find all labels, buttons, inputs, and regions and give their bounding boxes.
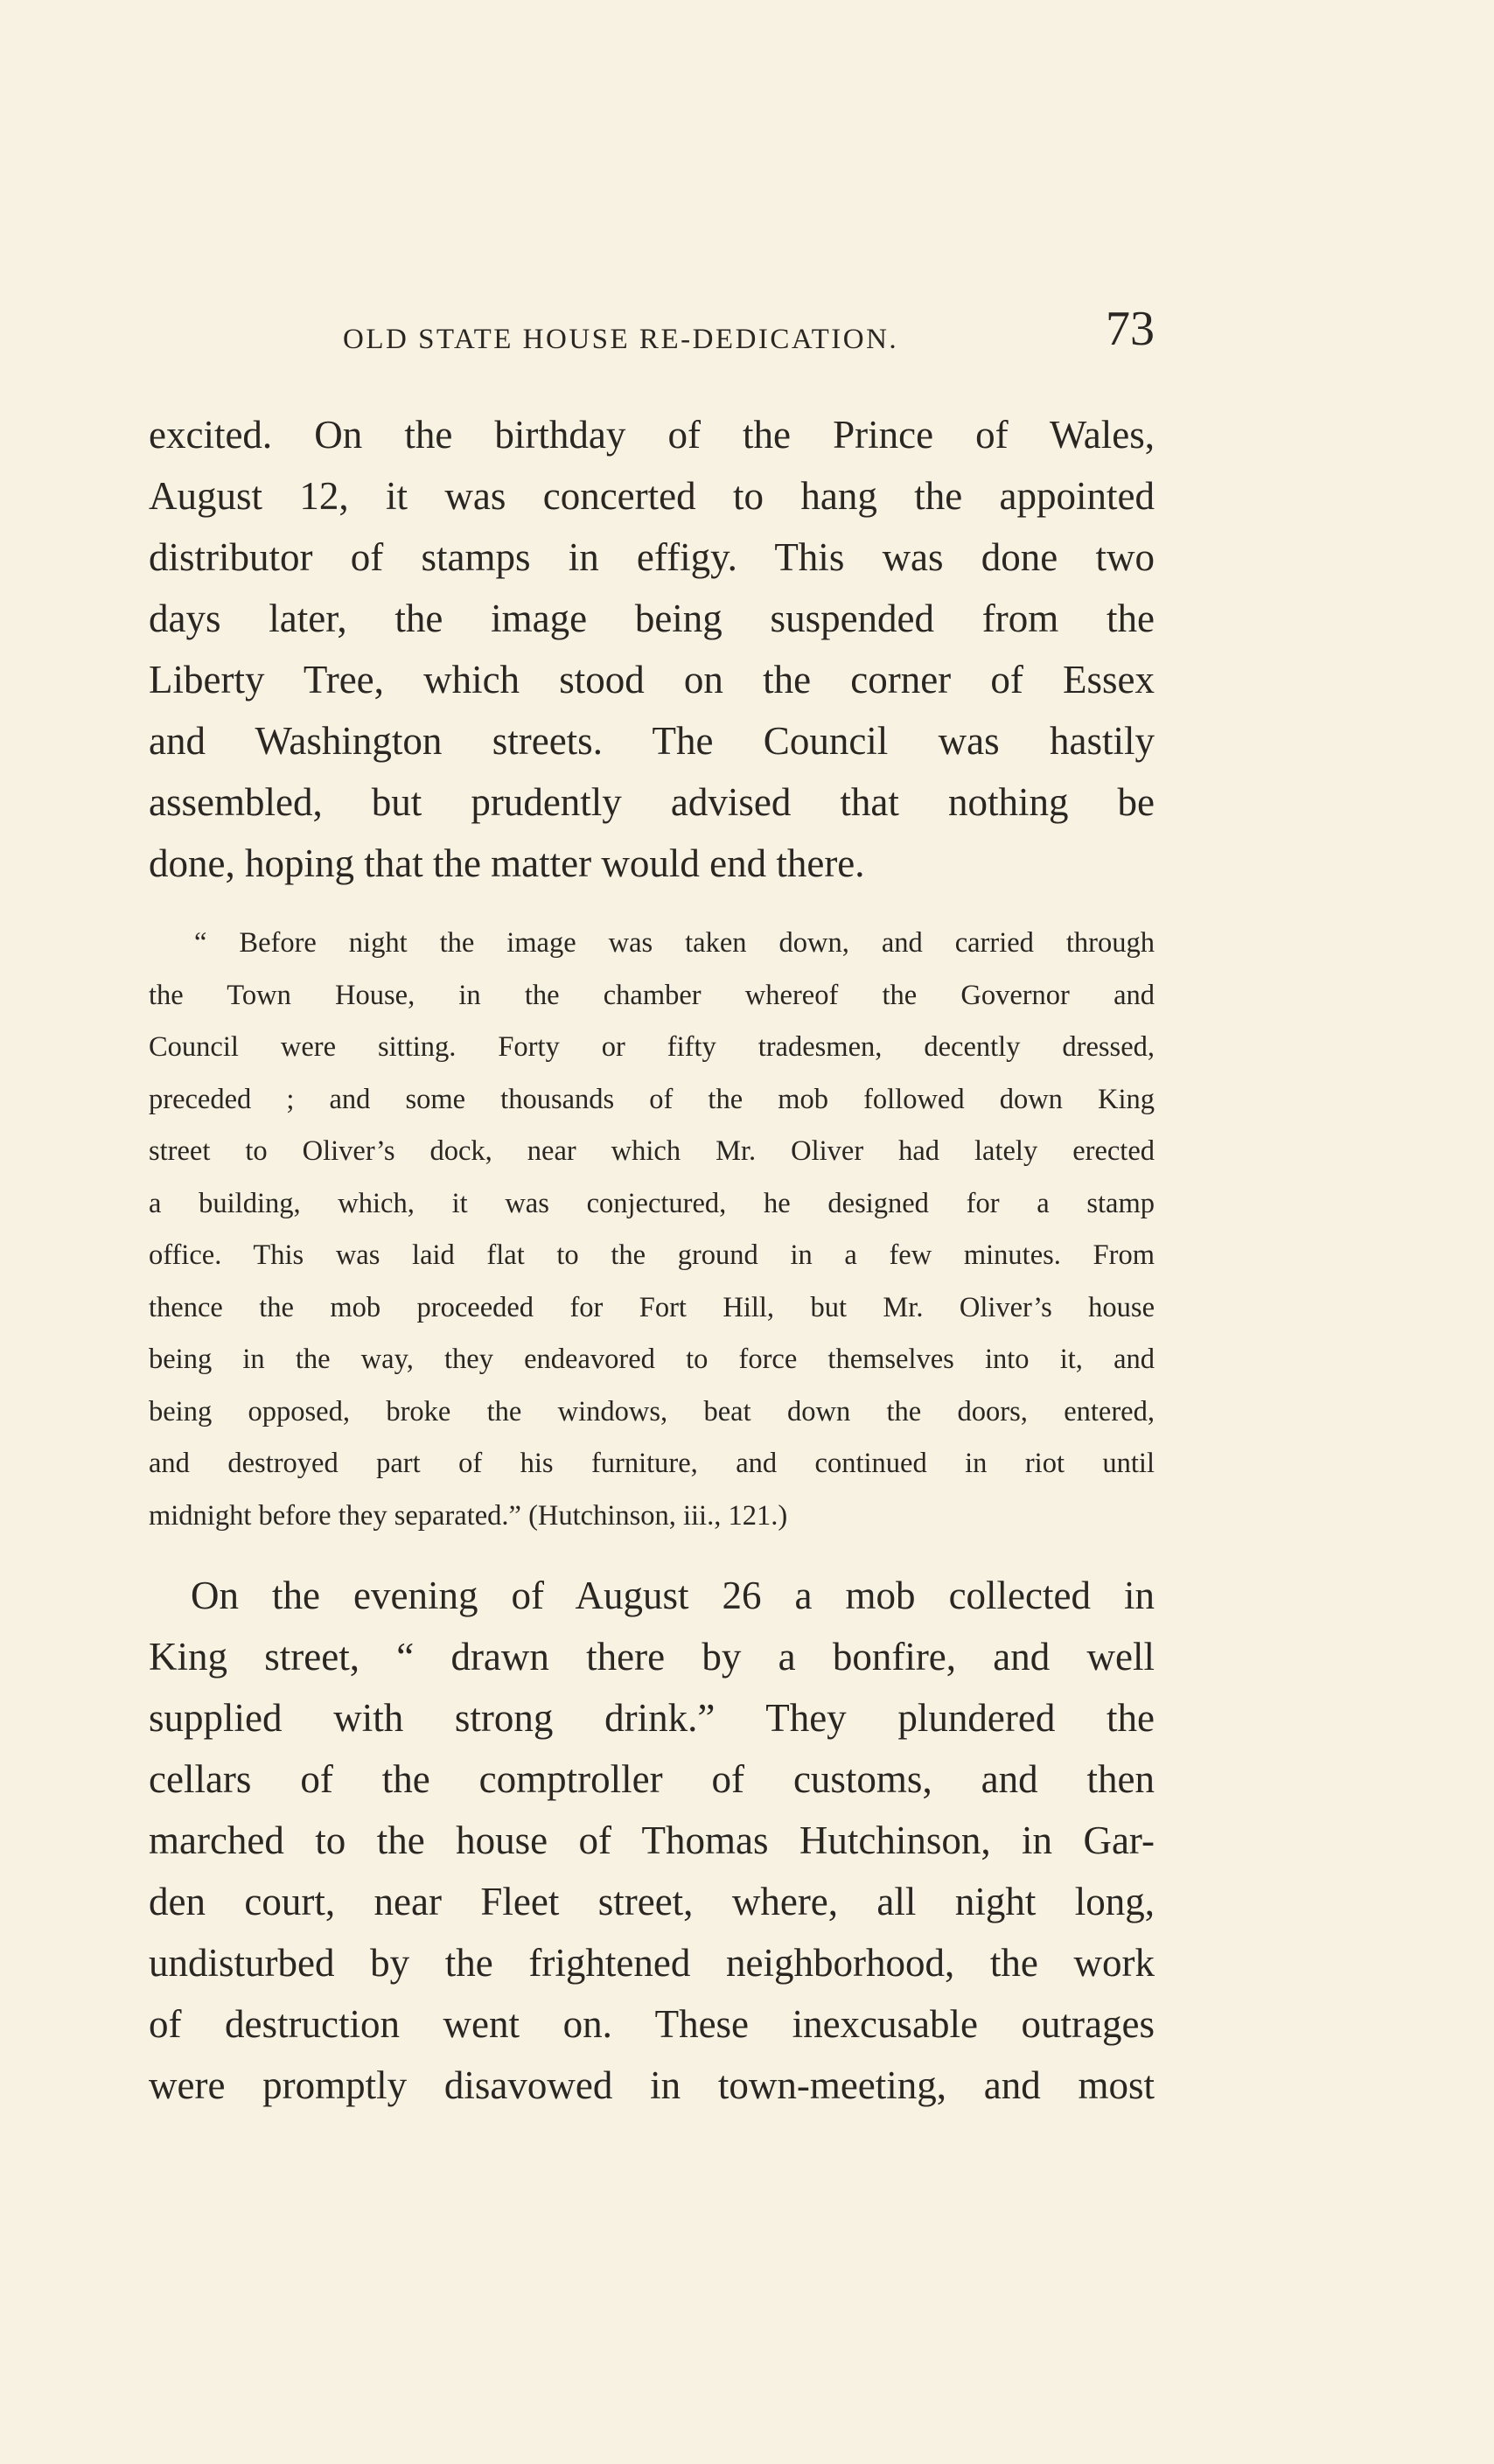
paragraph-excited — [149, 404, 1155, 894]
quote-line: thence the mob proceeded for Fort Hill, but Mr. Oliver’s house — [149, 1291, 1155, 1323]
quote-line: midnight before they separated.” (Hutchinson, iii., 121.) — [149, 1499, 788, 1532]
text-line: King street, “ drawn there by a bonfire, and well — [149, 1635, 1155, 1679]
text-line: were promptly disavowed in town-meeting, and most — [149, 2063, 1155, 2107]
quote-line: the Town House, in the chamber whereof the Governor and — [149, 979, 1155, 1011]
text-line: August 12, it was concerted to hang the appointed — [149, 474, 1155, 518]
text-line: excited. On the birthday of the Prince of Wales, — [149, 413, 1155, 457]
quote-line: being in the way, they endeavored to force themselves into it, and — [149, 1344, 1155, 1375]
text-line: supplied with strong drink.” They plundered the — [149, 1696, 1155, 1740]
quote-line: a building, which, it was conjectured, he designed for a stamp — [149, 1187, 1155, 1219]
page-header — [149, 304, 1155, 383]
quote-line: preceded ; and some thousands of the mob followed down King — [149, 1083, 1155, 1115]
quote-line: office. This was laid flat to the ground in a few minutes. From — [149, 1239, 1155, 1271]
paragraph-august-26 — [149, 1565, 1155, 2116]
text-line: den court, near Fleet street, where, all night long, — [149, 1880, 1155, 1923]
block-quotation — [149, 918, 1155, 1542]
text-line: On the evening of August 26 a mob collected in — [191, 1574, 1155, 1617]
text-line: cellars of the comptroller of customs, and then — [149, 1757, 1155, 1801]
text-line: of destruction went on. These inexcusable outrages — [149, 2002, 1155, 2046]
text-line: and Washington streets. The Council was hastily — [149, 719, 1155, 763]
page-number: 73 — [1106, 302, 1155, 356]
running-head: OLD STATE HOUSE RE-DEDICATION. — [343, 324, 899, 355]
quote-line: being opposed, broke the windows, beat down the doors, entered, — [149, 1395, 1155, 1427]
quote-line: “ Before night the image was taken down, and carried through — [194, 927, 1155, 959]
text-line: distributor of stamps in effigy. This was done two — [149, 535, 1155, 579]
quote-line: street to Oliver’s dock, near which Mr. Oliver had lately erected — [149, 1135, 1155, 1167]
text-line: days later, the image being suspended from the — [149, 597, 1155, 640]
quote-line: Council were sitting. Forty or fifty tradesmen, decently dressed, — [149, 1031, 1155, 1063]
text-line: done, hoping that the matter would end there. — [149, 841, 865, 885]
text-line: assembled, but prudently advised that nothing be — [149, 780, 1155, 824]
text-line: undisturbed by the frightened neighborhood, the work — [149, 1941, 1155, 1985]
text-line: marched to the house of Thomas Hutchinson, in Gar- — [149, 1818, 1155, 1862]
quote-line: and destroyed part of his furniture, and continued in riot until — [149, 1448, 1155, 1479]
text-line: Liberty Tree, which stood on the corner of Essex — [149, 658, 1155, 702]
